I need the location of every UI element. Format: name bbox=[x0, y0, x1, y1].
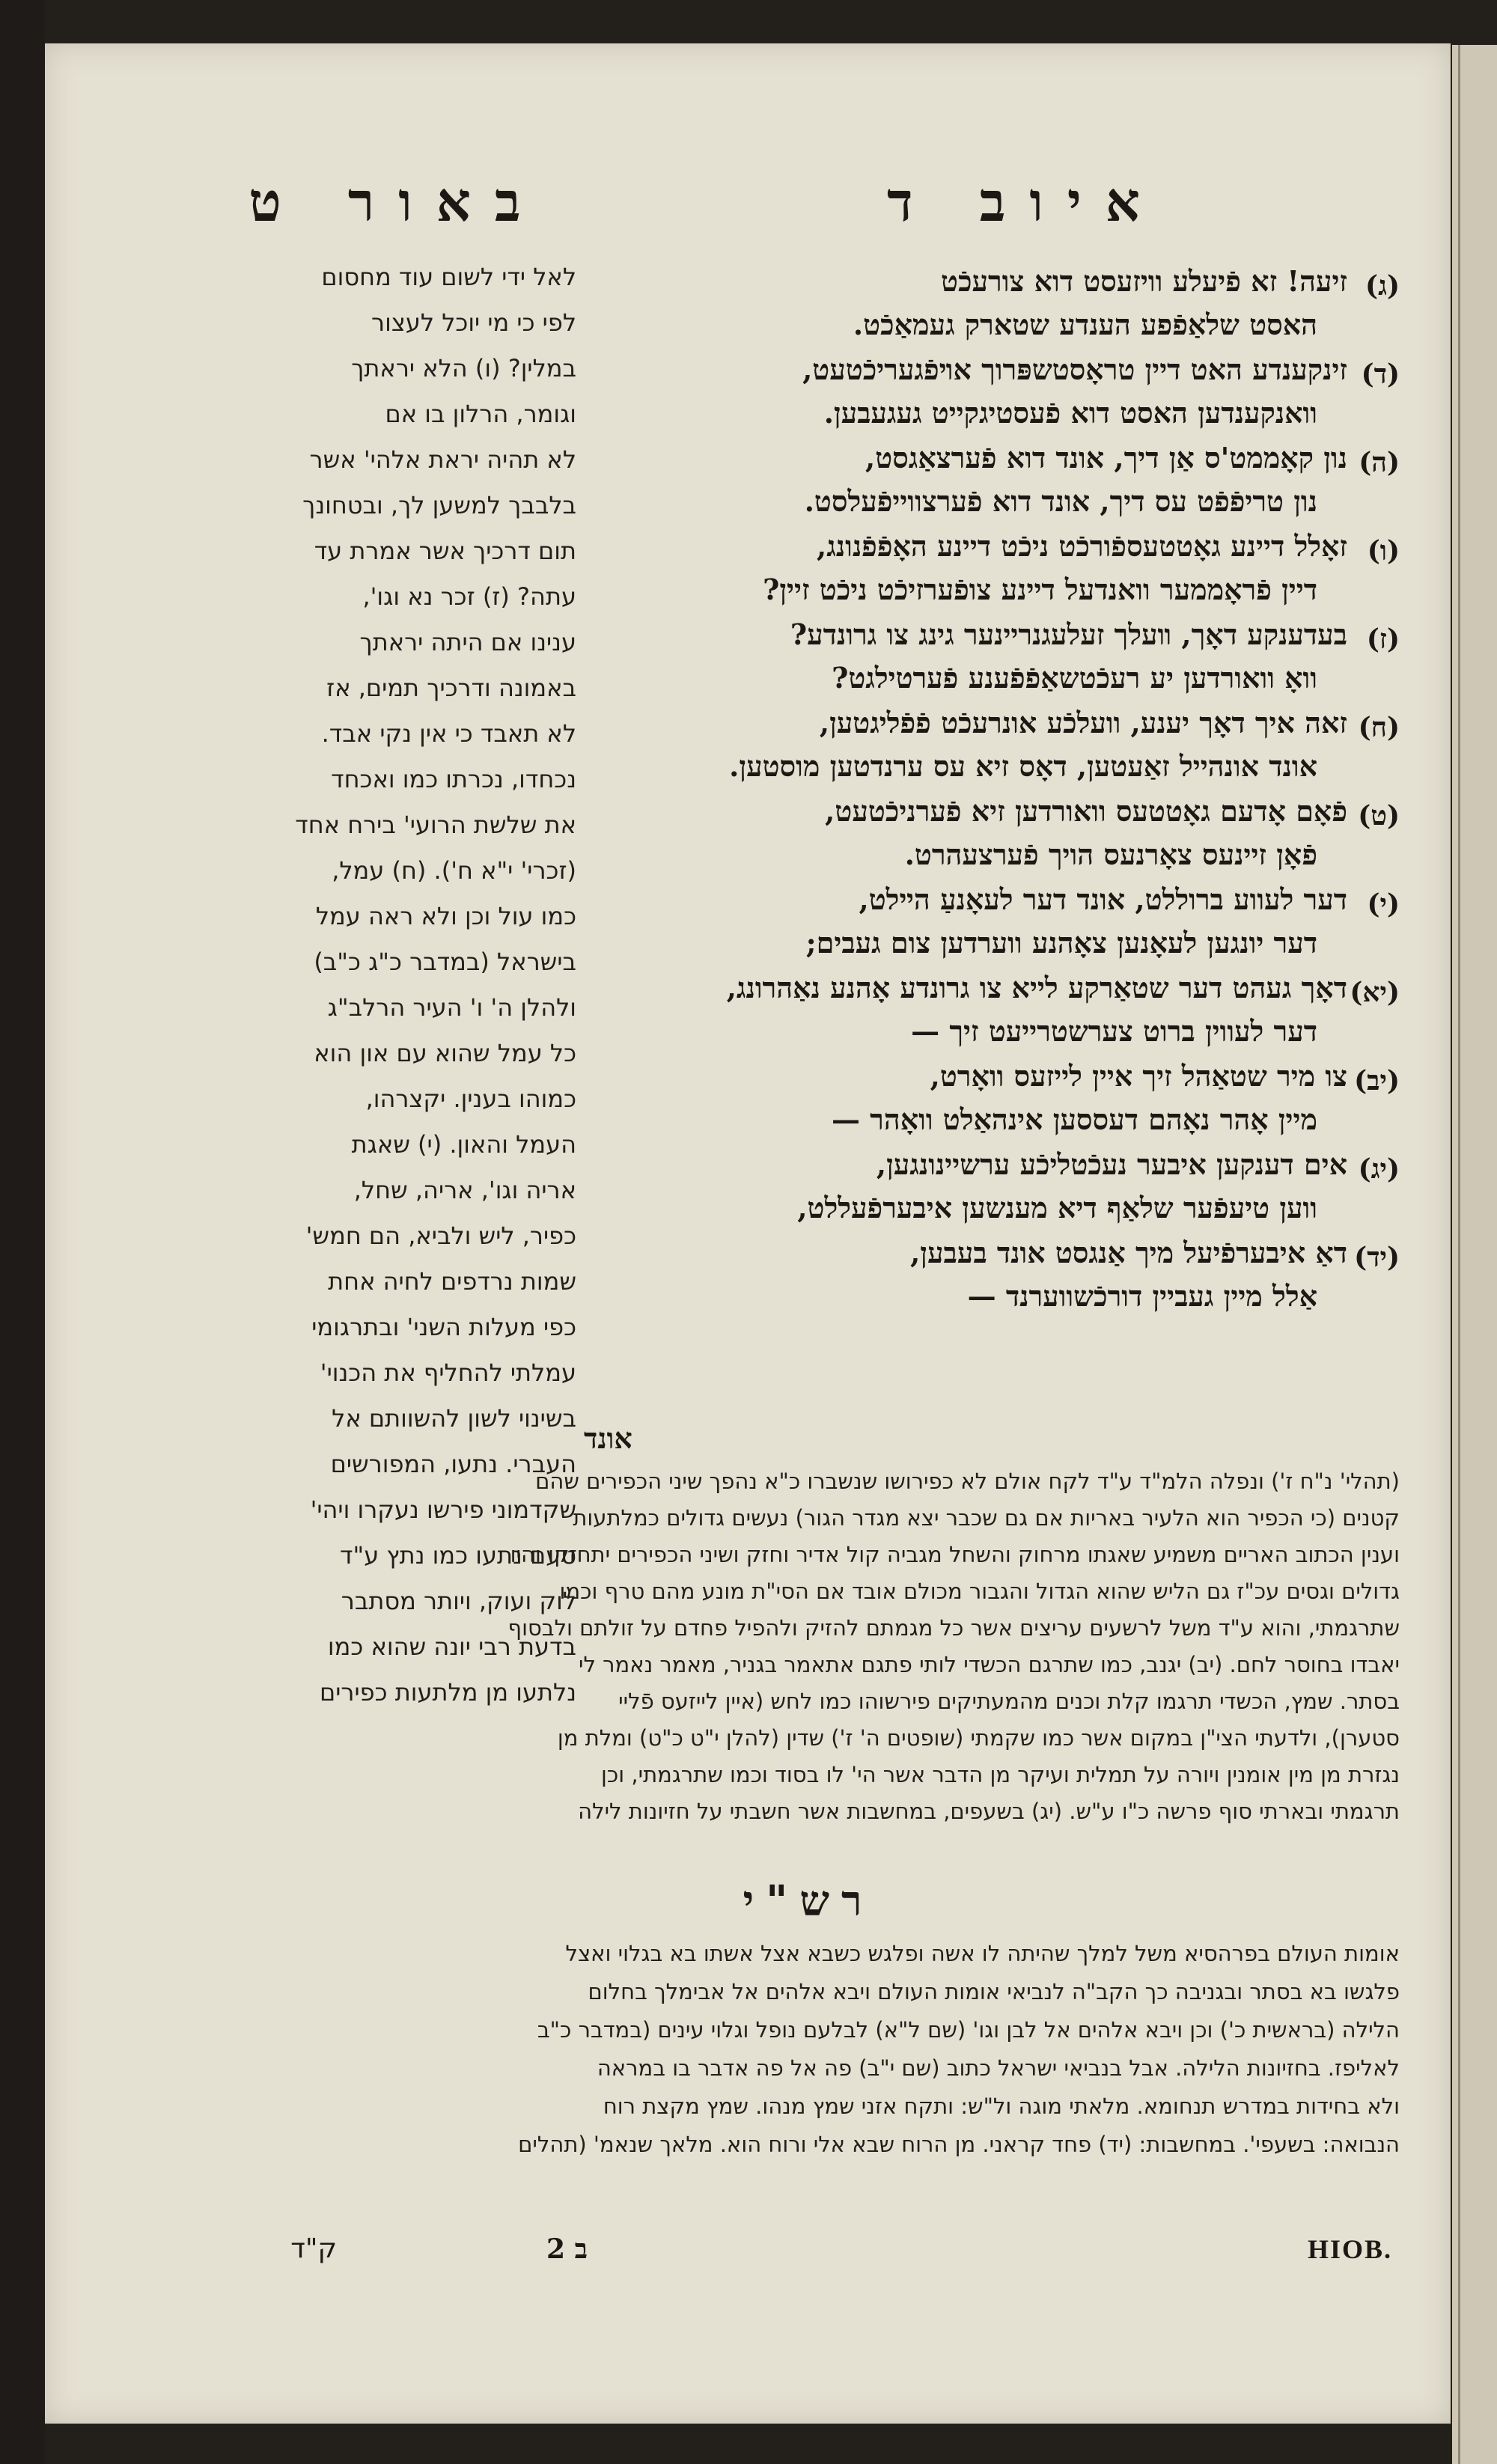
commentary-line: לאל ידי לשום עוד מחסום bbox=[321, 263, 576, 291]
verse-line: דאָך געהט דער שטאַרקע לייא צו גרונדע אָהנע נאַהרונג, bbox=[726, 971, 1347, 1004]
commentary-line: עמלתי להחליף את הכנוי' bbox=[320, 1358, 576, 1387]
verse bbox=[584, 258, 1400, 347]
commentary-line: נלתעו מן מלתעות כפירים bbox=[320, 1678, 576, 1707]
commentary-line: נכחדו, נכרתו כמו ואכחד bbox=[331, 765, 576, 793]
verse-line: בעדענקע דאָך, װעלך זעלעגנריינער גינג צו גרונדע? bbox=[790, 617, 1347, 651]
commentary-line: בדעת רבי יונה שהוא כמו bbox=[327, 1632, 576, 1661]
verse bbox=[584, 347, 1400, 435]
commentary-line: תום דרכיך אשר אמרת עד bbox=[314, 537, 576, 565]
commentary-line: כמו עול וכן ולא ראה עמל bbox=[315, 902, 576, 930]
verse bbox=[584, 876, 1400, 965]
verse-line: דער לעווין ברוט צערשטרייעט זיך — bbox=[911, 1014, 1317, 1048]
verse bbox=[584, 788, 1400, 876]
verse-number: (ט) bbox=[1358, 800, 1400, 832]
commentary-line: לא תהיה יראת אלהי' אשר bbox=[309, 445, 576, 474]
rashi-line: הנבואה: בשעפי'. במחשבות: (יד) פחד קראני. מן הרוח שבא אלי ורוח הוא. מלאך שנאמ' (תהלים bbox=[518, 2132, 1400, 2157]
verse-line: נון קאָממט'ס אַן דיך, אונד דוא פֿערצאַגסט, bbox=[865, 441, 1347, 475]
verse-number: (ו) bbox=[1367, 535, 1400, 567]
page-gutter-line bbox=[1458, 45, 1460, 2464]
commentary-line: לפי כי מי יוכל לעצור bbox=[371, 308, 576, 337]
commentary-line: את שלשת הרועי' בירח אחד bbox=[295, 811, 576, 839]
verse-number: (ד) bbox=[1361, 359, 1400, 390]
rashi-line: פלגשו בא בסתר ובגניבה כך הקב"ה לנביאי אומות העולם ויבא אלהים אל אבימלך בחלום bbox=[588, 1979, 1400, 2004]
verse-line: ווען טיעפֿער שלאַף דיא מענשען איבערפֿעללט, bbox=[797, 1191, 1317, 1225]
verse-number: (יג) bbox=[1358, 1153, 1400, 1185]
note-line: סטערן), ולדעתי הצי"ן במקום אשר כמו שקמתי (שופטים ה' ז') שדין (להלן י"ט כ"ט) ומלת מן bbox=[557, 1725, 1400, 1751]
commentary-line: ולהלן ה' ו' העיר הרלב"ג bbox=[327, 993, 576, 1022]
commentary-line: אריה וגו', אריה, שחל, bbox=[353, 1176, 576, 1204]
verse-line: מיין אָהר נאָהם דעססען אינהאַלט וואָהר — bbox=[831, 1103, 1317, 1136]
commentary-line: העברי. נתעו, המפורשים bbox=[330, 1450, 576, 1478]
note-line: גדולים וגסים עכ"ז גם הליש שהוא הגדול והגבור מכולם אובד אם הסי"ת מונע מהם טרף וכמו bbox=[559, 1579, 1400, 1604]
commentary-column bbox=[225, 254, 576, 1707]
commentary-line: בשינוי לשון להשוותם אל bbox=[332, 1404, 576, 1433]
verse-line: וואָ וואורדען יע רעכֿטשאַפֿפֿענע פֿערטילגט? bbox=[832, 661, 1317, 695]
verse-number: (י) bbox=[1367, 888, 1400, 920]
commentary-line: ענינו אם היתה יראתך bbox=[359, 628, 576, 656]
book-edge bbox=[0, 0, 45, 2464]
main-header: איוב ד bbox=[887, 170, 1164, 234]
verse-line: אַלל מיין געביין דורכֿשווערנד — bbox=[967, 1279, 1317, 1313]
note-line: תרגמתי ובארתי סוף פרשה כ"ו ע"ש. (יג) בשעפים, במחשבות אשר חשבתי על חזיונות לילה bbox=[578, 1799, 1400, 1824]
verse-line: פֿאָם אָדעם גאָטטעס וואורדען זיא פֿערניכֿטעט, bbox=[825, 794, 1347, 828]
verse-line: פֿאָן זיינעס צאָרנעס הויך פֿערצעהרט. bbox=[904, 838, 1317, 871]
commentary-line: בישראל (במדבר כ"ג כ"ב) bbox=[314, 948, 576, 976]
verse bbox=[584, 523, 1400, 612]
note-line: (תהלי' נ"ח ז') ונפלה הלמ"ד ע"ד לקח אולם לא כפירושו שנשברו כ"א נהפך שיני הכפירים שהם bbox=[535, 1469, 1400, 1494]
notes-block bbox=[225, 1463, 1400, 1867]
note-line: שתרגמתי, והוא ע"ד משל לרשעים עריצים אשר כל מגמתם להזיק ולהפיל פחדם על זולתם ולבסוף bbox=[507, 1615, 1400, 1641]
verse-line: זינקענדע האט דיין טראָסטשפּרוך אױפֿגעריכֿטעט, bbox=[802, 353, 1347, 386]
verse bbox=[584, 700, 1400, 788]
commentary-header: באור ט bbox=[249, 170, 545, 234]
verse bbox=[584, 1053, 1400, 1141]
main-text-column bbox=[584, 258, 1400, 1426]
rashi-line: הלילה (בראשית כ') וכן ויבא אלהים אל לבן וגו' (שם ל"א) לבלעם נופל וגלוי עינים (במדבר כ"ב bbox=[537, 2017, 1400, 2043]
verse-number: (ה) bbox=[1359, 447, 1400, 478]
book-name: HIOB. bbox=[1307, 2234, 1392, 2264]
commentary-line: כפי מעלות השני' ובתרגומי bbox=[311, 1313, 576, 1341]
verse bbox=[584, 1230, 1400, 1318]
verse-line: נון טריפֿפֿט עס דיך, אונד דוא פֿערצווייפֿעלסט. bbox=[804, 484, 1317, 518]
commentary-line: כל עמל שהוא עם און הוא bbox=[314, 1039, 576, 1067]
verse bbox=[584, 965, 1400, 1053]
verse-line: דער לעווע ברוללט, אונד דער לעאָנעַ הײלט, bbox=[859, 882, 1347, 916]
commentary-line: (זכרי' י"א ח'). (ח) עמל, bbox=[332, 856, 576, 885]
verse-line: דאַ איבערפֿיעל מיך אַנגסט אונד בעבען, bbox=[910, 1236, 1347, 1269]
verse-number: (יב) bbox=[1354, 1065, 1400, 1097]
verse-line: אונד אונהייל זאַעטען, דאָס זיא עס ערנדטען מוסטען. bbox=[729, 749, 1317, 783]
commentary-line: שמות נרדפים לחיה אחת bbox=[328, 1267, 576, 1296]
note-line: נגזרת מן מין אומנין ויורה על תמלית ועיקר מן הדבר אשר הי' לו בסוד וכמו שתרגמתי, וכן bbox=[601, 1762, 1400, 1787]
commentary-line: במלין? (ו) הלא יראתך bbox=[351, 354, 576, 382]
note-line: וענין הכתוב האריים משמיע שאגתו מרחוק והשחל מגביה קול אדיר וחזק ושיני הכפירים יתחזקו והיו bbox=[510, 1542, 1400, 1567]
commentary-line: כמוהו בענין. יקצרהו, bbox=[365, 1085, 576, 1113]
note-line: קטנים (כי הכפיר הוא הלעיר באריות אם גם שכבר יצא מגדר הגור) נעשים גדולים כמלתעות bbox=[573, 1505, 1400, 1531]
verse-line: דער יונגען לעאָנען צאָהנע ווערדען צום געבים; bbox=[805, 926, 1317, 960]
verse-line: אים דענקען איבער נעכֿטליכֿע ערשיינונגען, bbox=[876, 1147, 1347, 1181]
commentary-line: וגומר, הרלון בו אם bbox=[385, 400, 576, 428]
verse-number: (יד) bbox=[1354, 1242, 1400, 1273]
verse-line: זאָלל דיינע גאָטטעספֿורכֿט ניכֿט דיינע האָפֿפֿנונג, bbox=[816, 529, 1347, 563]
commentary-line: בלבבך למשען לך, ובטחונך bbox=[302, 491, 576, 519]
verse-line: צו מיר שטאַהל זיך איין לייזעס וואָרט, bbox=[930, 1059, 1347, 1093]
commentary-line: העמל והאון. (י) שאגת bbox=[351, 1130, 576, 1159]
catchword: אונד bbox=[584, 1421, 632, 1455]
rashi-line: ולא בחידות במדרש תנחומא. מלאתי מוגה ול"ש: ותקח אזני שמץ מנהו. שמץ מקצת רוח bbox=[603, 2094, 1400, 2119]
verse bbox=[584, 435, 1400, 523]
commentary-line: טעם נתעו כמו נתץ ע"ד bbox=[340, 1541, 576, 1570]
verse-number: (ג) bbox=[1365, 270, 1400, 302]
signature-mark: ב 2 bbox=[546, 2233, 588, 2265]
verse-line: דיין פֿראָממער וואנדעל דיינע צופֿערזיכֿט ניכֿט זיין? bbox=[763, 573, 1317, 606]
note-line: יאבדו בחוסר לחם. (יב) יגנב, כמו שתרגם הכשדי לותי פתגם אתאמר בגניר, מאמר נאמר לי bbox=[578, 1652, 1400, 1677]
verse-number: (יא) bbox=[1350, 977, 1400, 1008]
commentary-line: לא תאבד כי אין נקי אבד. bbox=[321, 719, 576, 748]
rashi-line: אומות העולם בפרהסיא משל למלך שהיתה לו אשה ופלגש כשבא אצל אשתו בא בגלוי ואצל bbox=[565, 1941, 1400, 1966]
commentary-line: באמונה ודרכיך תמים, אז bbox=[326, 674, 576, 702]
note-line: בסתר. שמץ, הכשדי תרגמו קלת וכנים מהמעתיקים פירשוהו כמו לחש (איין לייזעס פֿליי bbox=[618, 1689, 1400, 1714]
rashi-heading: רש"י bbox=[743, 1876, 874, 1926]
commentary-line: כפיר, ליש ולביא, הם חמש' bbox=[305, 1222, 576, 1250]
verse-number: (ח) bbox=[1358, 712, 1400, 743]
page-number: ק"ד bbox=[290, 2233, 337, 2264]
verse bbox=[584, 1141, 1400, 1230]
verse bbox=[584, 612, 1400, 700]
verse-line: האסט שלאַפֿפע הענדע שטארק געמאַכֿט. bbox=[853, 308, 1317, 341]
rashi-line: לאליפז. בחזיונות הלילה. אבל בנביאי ישראל כתוב (שם י"ב) פה אל פה אדבר בו במראה bbox=[597, 2055, 1400, 2081]
rashi-block bbox=[225, 1935, 1400, 2234]
verse-number: (ז) bbox=[1366, 623, 1400, 655]
commentary-line: לוק ועוק, ויותר מסתבר bbox=[341, 1587, 576, 1615]
commentary-line: שקדמוני פירשו נעקרו ויהי' bbox=[310, 1495, 576, 1524]
verse-line: זיעה! זא פֿיעלע וויזעסט דוא צורעכֿט bbox=[941, 264, 1347, 298]
commentary-line: עתה? (ז) זכר נא וגו', bbox=[362, 582, 576, 611]
verse-line: זאה איך דאָך יענע, וועלכֿע אונרעכֿט פֿפֿליגטען, bbox=[819, 706, 1347, 739]
verse-line: וואנקענדען האסט דוא פֿעסטיגקייט געגעבען. bbox=[823, 396, 1317, 430]
